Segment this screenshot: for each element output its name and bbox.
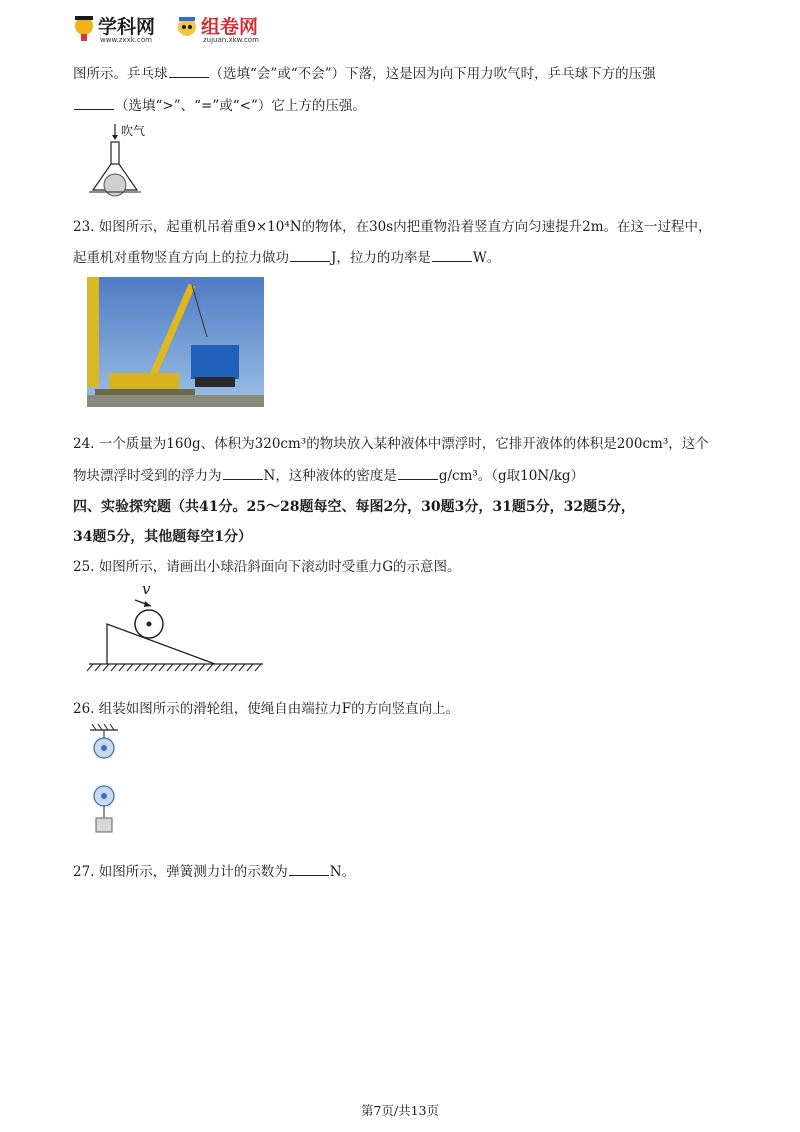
crane-image <box>87 277 264 407</box>
page-number: 第7页/共13页 <box>360 1103 440 1118</box>
header-logo-xuekewang <box>72 12 172 46</box>
q25-text: 25. 如图所示，请画出小球沿斜面向下滚动时受重力G的示意图。 <box>73 559 461 575</box>
q23-line2-b: J，拉力的功率是 <box>331 250 431 266</box>
pulley-system-diagram <box>88 724 128 836</box>
q24-line2-b: N，这种液体的密度是 <box>263 468 397 484</box>
q22-line1 <box>73 65 656 83</box>
section4-line1: 四、实验探究题（共41分。25～28题每空、每图2分，30题3分，31题5分，32题5分， <box>73 499 635 515</box>
answer-blank[interactable] <box>398 467 438 480</box>
q26-text: 26. 组装如图所示的滑轮组，使绳自由端拉力F的方向竖直向上。 <box>73 701 460 717</box>
q27-line <box>73 863 355 881</box>
pulley-figure <box>88 724 128 836</box>
q27-text-a: 27. 如图所示，弹簧测力计的示数为 <box>73 864 288 880</box>
q22-line1-b: （选填“会”或“不会”）下落，这是因为向下用力吹气时，乒乓球下方的压强 <box>209 66 656 82</box>
answer-blank[interactable] <box>432 249 472 262</box>
incline-ball-diagram <box>85 580 265 672</box>
section4-line2: 34题5分，其他题每空1分） <box>73 529 252 545</box>
header-logo-zujuanwang <box>175 12 275 46</box>
mascot2-icon <box>175 14 199 42</box>
q24-line2 <box>73 467 584 485</box>
blow-label: 吹气 <box>121 124 146 138</box>
q27-text-b: N。 <box>329 864 356 880</box>
answer-blank[interactable] <box>223 467 263 480</box>
q24-line1: 24. 一个质量为160g、体积为320cm³的物块放入某种液体中漂浮时，它排开液体的体积是200cm³，这个 <box>73 436 709 452</box>
answer-blank[interactable] <box>289 863 329 876</box>
logo1-url: www.zxxk.com <box>100 36 152 44</box>
logo1-name: 学科网 <box>98 16 156 38</box>
incline-figure <box>85 580 265 672</box>
answer-blank[interactable] <box>74 97 114 110</box>
q23-line2 <box>73 249 500 267</box>
q23-line2-a: 起重机对重物竖直方向上的拉力做功 <box>73 250 289 266</box>
logo2-url: zujuan.xkw.com <box>203 36 259 44</box>
answer-blank[interactable] <box>169 65 209 78</box>
q24-line2-c: g/cm³。（g取10N/kg） <box>438 468 585 484</box>
q23-line1: 23. 如图所示，起重机吊着重9×10⁴N的物体，在30s内把重物沿着竖直方向匀速提升2m。在这一过程中， <box>73 219 712 235</box>
q22-line2-b: （选填“>”、“=”或“<”）它上方的压强。 <box>115 98 366 114</box>
q23-line2-c: W。 <box>472 250 501 266</box>
velocity-label: v <box>142 580 151 598</box>
logo2-name: 组卷网 <box>201 16 259 38</box>
crane-photo <box>87 277 264 407</box>
mascot-icon <box>72 14 96 42</box>
q22-line1-a: 图所示。乒乓球 <box>73 66 168 82</box>
q24-line2-a: 物块漂浮时受到的浮力为 <box>73 468 222 484</box>
answer-blank[interactable] <box>290 249 330 262</box>
funnel-figure <box>85 122 175 204</box>
q22-line2 <box>73 97 366 115</box>
